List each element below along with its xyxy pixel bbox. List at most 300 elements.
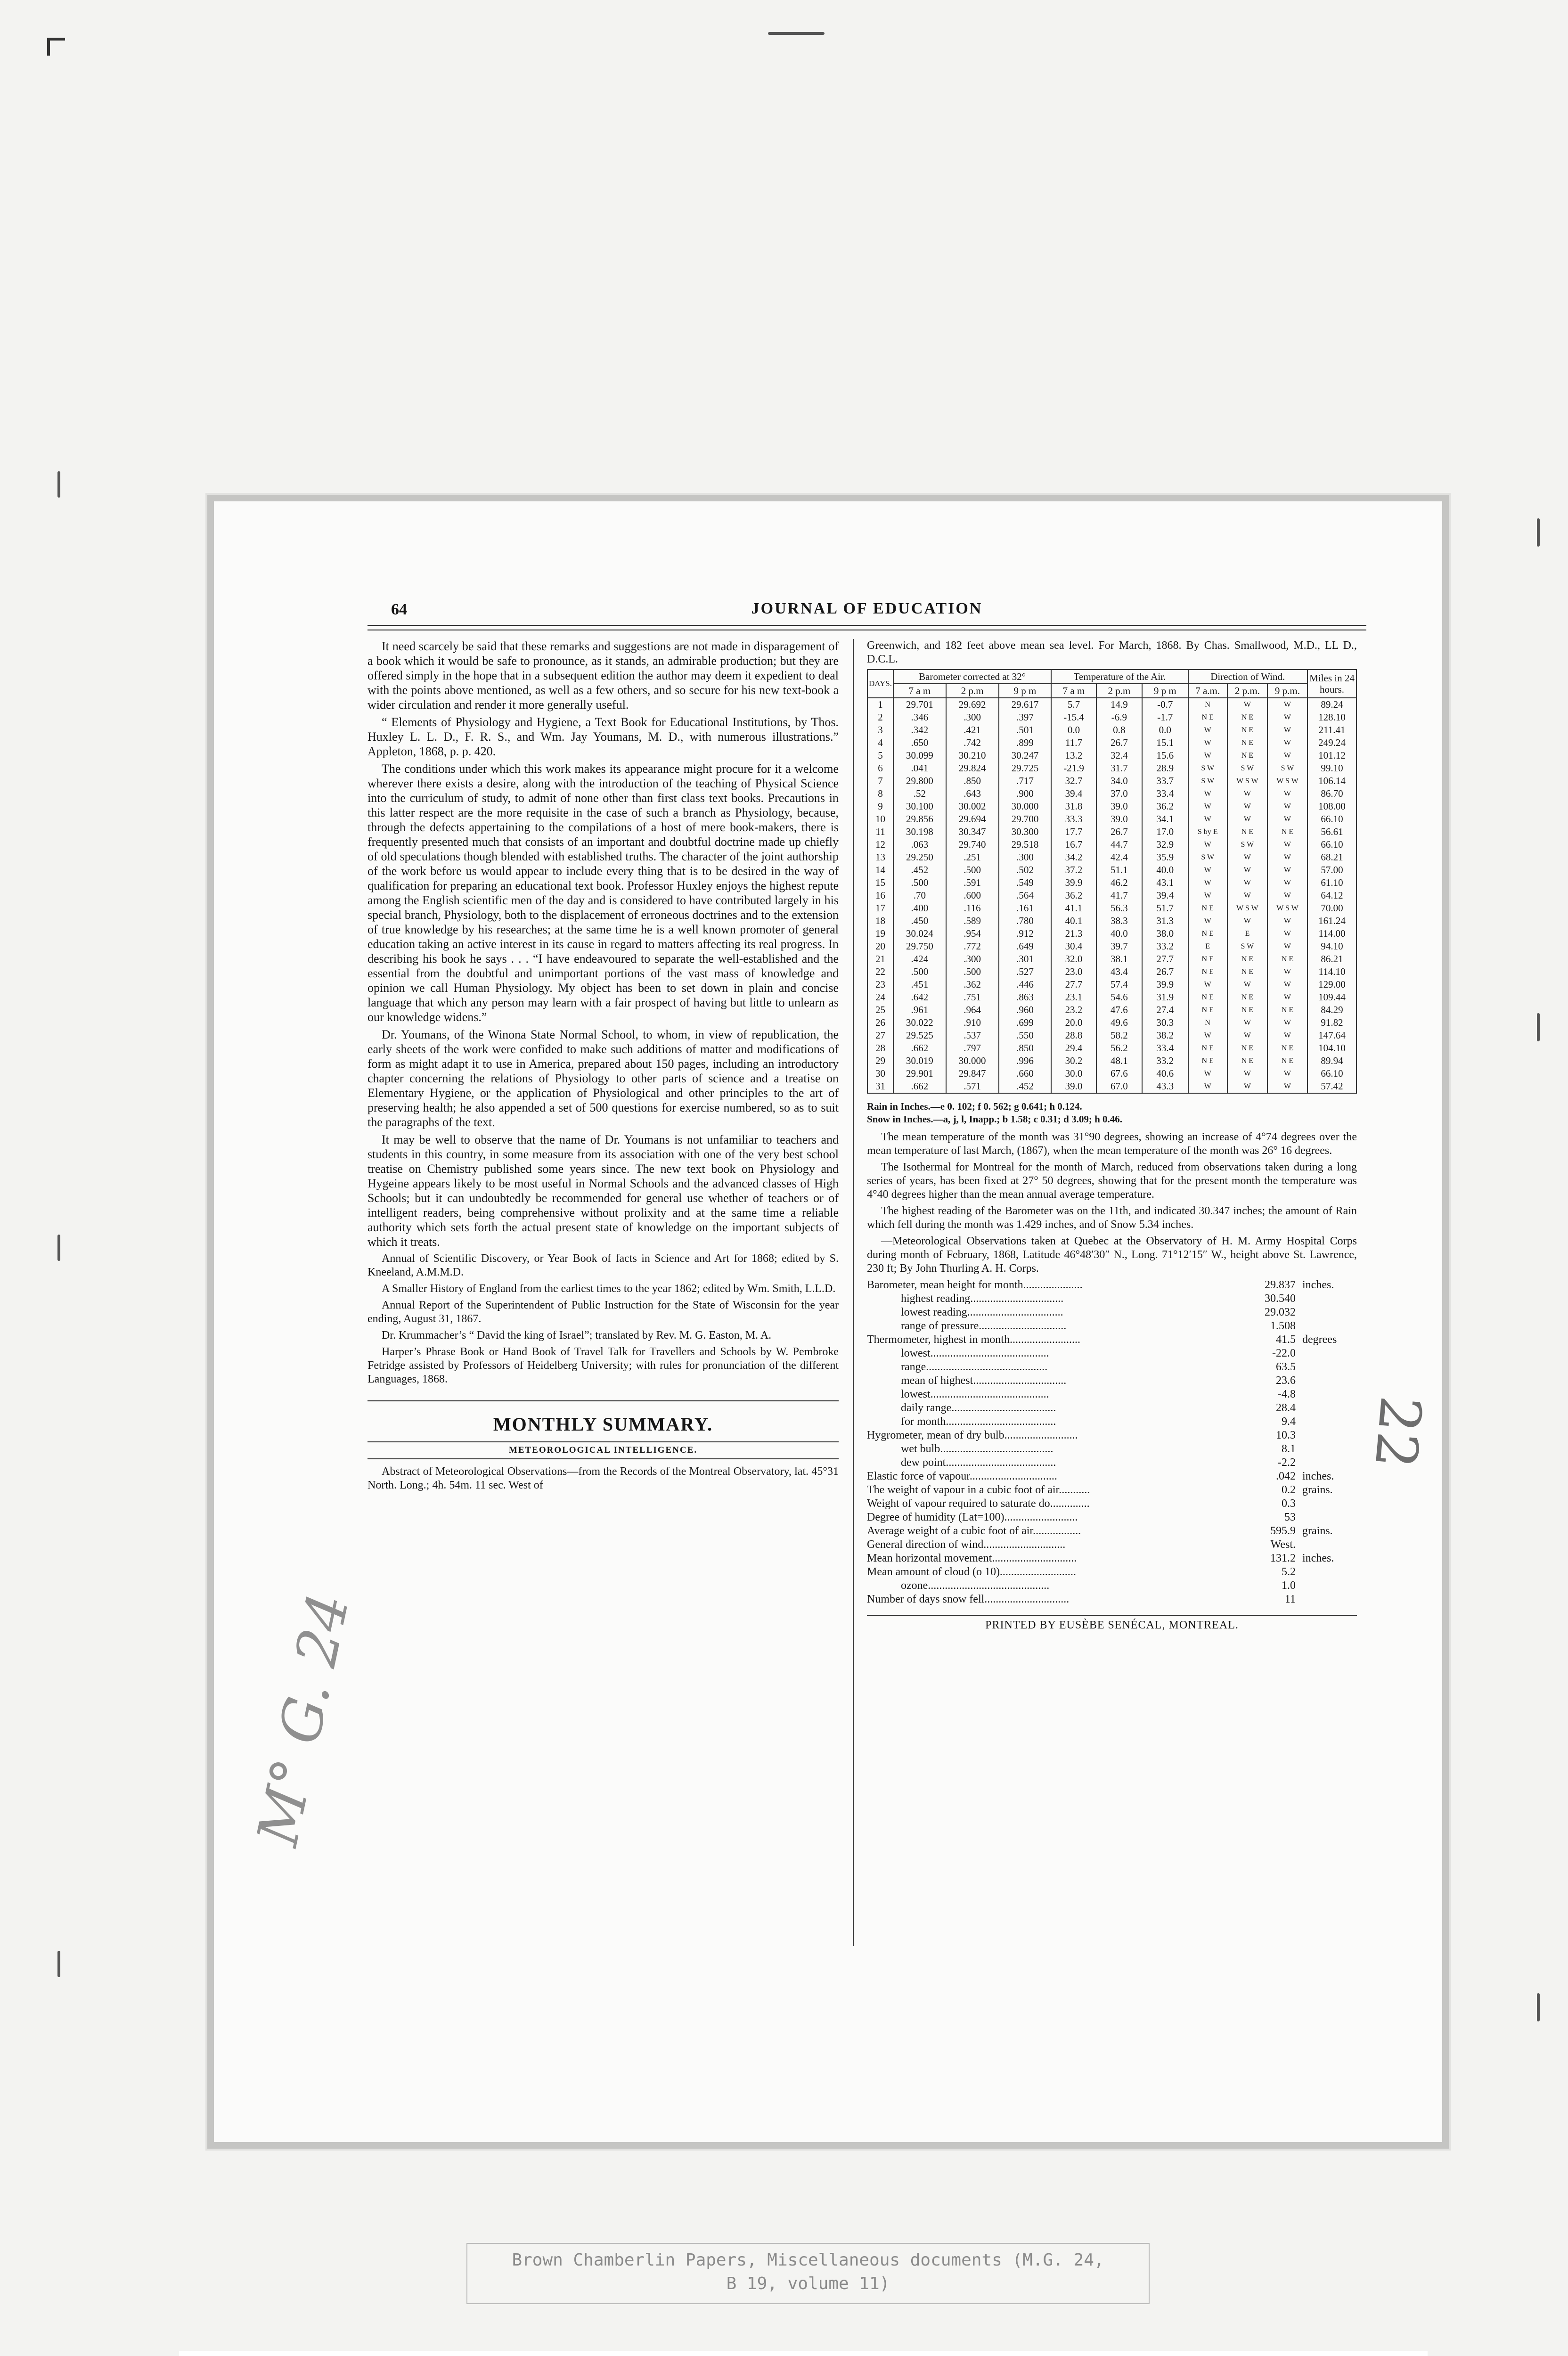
- table-cell: 29.701: [893, 698, 946, 711]
- body-paragraph: The conditions under which this work makes its appearance might procure for it a welcome wherever there exists a desire, along with the introduction of the teaching of Physical Science into the curriculum of study, to admit of none other than first class text books. Precautions in this latter respect are the more requisite in the case of such a branch as Physiology, because, through the defects appertaining to the compilations of a host of mere book-makers, there is frequently presented much that consists of an important and doubtful doctrine made up chiefly of old speculations though blended with established truths. The character of the joint authorship of the work before us would appear to include every thing that is to be desired in the way of qualification for preparing an educational text book. Professor Huxley enjoys the highest repute among the English scientific men of the day and is considered to have contributed largely in his special branch, Physiology, both to the displacement of erroneous doctrines and to the extension of true knowledge by his researches; at the same time he is a well known promoter of general education taking an active interest in its cause in regard to matters affecting its real progress. In describing his book he says . . . “I have endeavoured to separate the well-established and the essential from the doubtful and unimportant portions of the vast mass of knowledge and opinion we call Human Physiology. My object has been to set down in plain and concise language that which any person may learn with a fair prospect of having but little to unlearn as our knowledge widens.”: [368, 762, 839, 1024]
- table-cell: 23.2: [1051, 1004, 1096, 1016]
- table-cell: W: [1267, 787, 1307, 800]
- table-cell: N: [1188, 698, 1227, 711]
- body-paragraph: —Meteorological Observations taken at Quebec at the Observatory of H. M. Army Hospital Corps during month of February, 1868, Latitude 46°48′30″ N., Long. 71°12′15″ W., height above St. Lawrence, 230 ft; By John Thurling A. H. Corps.: [867, 1235, 1357, 1275]
- table-cell: 29.700: [999, 813, 1052, 826]
- body-paragraph: Dr. Youmans, of the Winona State Normal School, to whom, in view of republication, the early sheets of the work were confided to make such additions of matter and modifications of form as might adapt it to use in America, prepared about 150 pages, including an introductory chapter concerning the relations of Physiology to other parts of science and a treatise on Elementary Hygiene, or the application of Physiological and other principles to the art of preserving health; he also appended a set of 500 questions for exercise numbered, so as to suit the paragraphs of the text.: [368, 1028, 839, 1129]
- sub-temp-9pm: 9 p m: [1142, 684, 1188, 698]
- table-cell: 7: [867, 775, 893, 787]
- table-cell: 86.70: [1307, 787, 1356, 800]
- table-cell: 39.7: [1096, 940, 1142, 953]
- quebec-item-value: 9.4: [1282, 1415, 1296, 1428]
- table-cell: 27.7: [1051, 978, 1096, 991]
- table-row: [867, 1080, 1356, 1093]
- table-cell: W: [1267, 978, 1307, 991]
- table-cell: W: [1227, 876, 1267, 889]
- table-cell: 70.00: [1307, 902, 1356, 915]
- table-cell: .501: [999, 724, 1052, 736]
- table-cell: 40.6: [1142, 1067, 1188, 1080]
- table-cell: W: [1188, 1080, 1227, 1093]
- quebec-item-label: Average weight of a cubic foot of air.................: [867, 1525, 1081, 1537]
- table-cell: W: [1267, 800, 1307, 813]
- table-cell: W: [1188, 1029, 1227, 1042]
- table-cell: 17: [867, 902, 893, 915]
- table-cell: W: [1188, 800, 1227, 813]
- table-cell: 49.6: [1096, 1016, 1142, 1029]
- table-cell: 38.0: [1142, 927, 1188, 940]
- table-cell: 32.9: [1142, 838, 1188, 851]
- table-row: [867, 698, 1356, 711]
- table-row: [867, 749, 1356, 762]
- table-cell: 43.1: [1142, 876, 1188, 889]
- sub-wind-9pm: 9 p.m.: [1267, 684, 1307, 698]
- table-cell: .600: [946, 889, 999, 902]
- table-cell: W: [1267, 965, 1307, 978]
- quebec-item-unit: inches.: [1302, 1279, 1334, 1291]
- quebec-item-unit: [1296, 1429, 1357, 1442]
- body-paragraph: It need scarcely be said that these remarks and suggestions are not made in disparagement of a book which it would be safe to pronounce, as it stands, an admirable production; but they are offered simply in the hope that in a subsequent edition the author may deem it expedient to deal with the points above mentioned, as well as a few others, and so secure for his new text-book a wider circulation and render it more generally useful.: [368, 639, 839, 712]
- table-cell: 30.3: [1142, 1016, 1188, 1029]
- quebec-item-value: 0.2: [1282, 1484, 1296, 1496]
- table-cell: 30.002: [946, 800, 999, 813]
- table-cell: 11: [867, 826, 893, 838]
- table-cell: .300: [946, 953, 999, 965]
- table-cell: .537: [946, 1029, 999, 1042]
- table-cell: W: [1188, 889, 1227, 902]
- table-row: [867, 762, 1356, 775]
- table-cell: 91.82: [1307, 1016, 1356, 1029]
- crop-mark: [47, 38, 65, 56]
- table-cell: W: [1227, 864, 1267, 876]
- double-rule: [368, 625, 1366, 630]
- table-cell: W: [1188, 813, 1227, 826]
- table-cell: 43.3: [1142, 1080, 1188, 1093]
- quebec-item-label: Weight of vapour required to saturate do..............: [867, 1497, 1090, 1510]
- quebec-item-unit: [1296, 1401, 1357, 1415]
- quebec-observations-list: [867, 1278, 1357, 1606]
- table-cell: W: [1227, 1067, 1267, 1080]
- quebec-item-value: 1.508: [1270, 1320, 1296, 1332]
- quebec-item: [867, 1278, 1357, 1292]
- table-cell: 29.750: [893, 940, 946, 953]
- quebec-item-unit: [1296, 1538, 1357, 1552]
- quebec-item-unit: [1296, 1306, 1357, 1319]
- quebec-item-value: 8.1: [1282, 1443, 1296, 1455]
- scan-edge-mark: [57, 471, 60, 498]
- table-cell: .996: [999, 1055, 1052, 1067]
- body-paragraph: “ Elements of Physiology and Hygiene, a Text Book for Educational Institutions, by Thos. Huxley L. L. D., F. R. S., and Wm. Jay Youmans, M. D., with numerous illustrations.” Appleton, 1868, p. p. 420.: [368, 715, 839, 758]
- table-cell: 36.2: [1051, 889, 1096, 902]
- table-row: [867, 965, 1356, 978]
- table-cell: 33.4: [1142, 787, 1188, 800]
- quebec-item-unit: [1296, 1388, 1357, 1401]
- col-barometer: Barometer corrected at 32°: [893, 670, 1051, 684]
- quebec-item-value: 29.032: [1265, 1306, 1296, 1318]
- quebec-item-unit: [1296, 1497, 1357, 1511]
- table-cell: W: [1267, 876, 1307, 889]
- table-cell: 30: [867, 1067, 893, 1080]
- table-cell: 27.7: [1142, 953, 1188, 965]
- table-cell: N E: [1227, 1042, 1267, 1055]
- table-cell: .421: [946, 724, 999, 736]
- table-cell: S W: [1227, 838, 1267, 851]
- quebec-item-label: range of pressure...............................: [867, 1320, 1067, 1332]
- table-cell: W: [1267, 711, 1307, 724]
- right-column-paragraphs: [867, 1130, 1357, 1276]
- quebec-item: [867, 1483, 1357, 1497]
- table-cell: 51.1: [1096, 864, 1142, 876]
- table-cell: 34.0: [1096, 775, 1142, 787]
- table-cell: .400: [893, 902, 946, 915]
- table-cell: .063: [893, 838, 946, 851]
- table-cell: 39.0: [1051, 1080, 1096, 1093]
- quebec-item-value: -4.8: [1278, 1388, 1296, 1400]
- table-cell: 46.2: [1096, 876, 1142, 889]
- table-cell: 37.0: [1096, 787, 1142, 800]
- table-row: [867, 864, 1356, 876]
- table-cell: 129.00: [1307, 978, 1356, 991]
- table-cell: .450: [893, 915, 946, 927]
- table-row: [867, 851, 1356, 864]
- quebec-item-unit: [1296, 1319, 1357, 1333]
- table-cell: 29.800: [893, 775, 946, 787]
- table-cell: 64.12: [1307, 889, 1356, 902]
- quebec-item-unit: [1296, 1374, 1357, 1388]
- table-cell: W: [1227, 889, 1267, 902]
- table-cell: N E: [1227, 826, 1267, 838]
- table-cell: 29.824: [946, 762, 999, 775]
- quebec-item-value: 53: [1284, 1511, 1296, 1523]
- table-row: [867, 927, 1356, 940]
- table-cell: .452: [893, 864, 946, 876]
- table-cell: 33.3: [1051, 813, 1096, 826]
- table-cell: 99.10: [1307, 762, 1356, 775]
- table-cell: N: [1188, 1016, 1227, 1029]
- table-cell: 22: [867, 965, 893, 978]
- body-paragraph: Harper’s Phrase Book or Hand Book of Travel Talk for Travellers and Schools by W. Pembroke Fetridge assisted by Professors of Heidelberg University; with rules for pronunciation of the different Languages, 1868.: [368, 1346, 839, 1385]
- table-cell: S W: [1227, 762, 1267, 775]
- quebec-item-label: General direction of wind.............................: [867, 1538, 1066, 1551]
- table-cell: 27: [867, 1029, 893, 1042]
- quebec-item-label: mean of highest.................................: [867, 1374, 1067, 1387]
- quebec-item-label: daily range.....................................: [867, 1402, 1056, 1414]
- table-cell: 89.94: [1307, 1055, 1356, 1067]
- table-cell: 128.10: [1307, 711, 1356, 724]
- table-cell: W: [1267, 698, 1307, 711]
- table-cell: 57.4: [1096, 978, 1142, 991]
- table-cell: .70: [893, 889, 946, 902]
- table-cell: S W: [1188, 762, 1227, 775]
- table-cell: N E: [1188, 1055, 1227, 1067]
- table-cell: N E: [1227, 965, 1267, 978]
- body-paragraph: It may be well to observe that the name of Dr. Youmans is not unfamiliar to teachers and students in this country, in some measure from its association with one of the very best school treatise on Chemistry published some years since. The new text book on Physiology and Hygeine appears likely to be most useful in Normal Schools and the advanced classes of High Schools; but it can undoubtedly be recommended for general use whether of teachers or of intelligent readers, being comprehensive without prolixity and at the same time a reliable authority which sets forth the actual present state of knowledge on the important subjects of which it treats.: [368, 1133, 839, 1249]
- quebec-item-label: Number of days snow fell..............................: [867, 1593, 1070, 1605]
- quebec-item-label: The weight of vapour in a cubic foot of air...........: [867, 1484, 1090, 1496]
- table-row: [867, 876, 1356, 889]
- quebec-item-label: dew point.......................................: [867, 1456, 1056, 1469]
- quebec-item: [867, 1319, 1357, 1333]
- table-cell: 20: [867, 940, 893, 953]
- table-cell: .500: [893, 965, 946, 978]
- quebec-item-unit: inches.: [1302, 1470, 1334, 1482]
- observation-intro: Greenwich, and 182 feet above mean sea level. For March, 1868. By Chas. Smallwood, M.D., LL D., D.C.L.: [867, 639, 1357, 665]
- table-cell: N E: [1188, 711, 1227, 724]
- quebec-item-unit: grains.: [1302, 1525, 1333, 1537]
- table-cell: 30.198: [893, 826, 946, 838]
- table-cell: .780: [999, 915, 1052, 927]
- table-cell: N E: [1188, 1042, 1227, 1055]
- running-title: JOURNAL OF EDUCATION: [751, 600, 983, 617]
- table-row: [867, 775, 1356, 787]
- table-cell: 39.4: [1142, 889, 1188, 902]
- table-cell: .650: [893, 736, 946, 749]
- table-cell: W: [1188, 724, 1227, 736]
- table-cell: .772: [946, 940, 999, 953]
- table-cell: 66.10: [1307, 838, 1356, 851]
- table-cell: .564: [999, 889, 1052, 902]
- table-cell: 30.022: [893, 1016, 946, 1029]
- table-cell: 33.4: [1142, 1042, 1188, 1055]
- table-cell: W: [1188, 736, 1227, 749]
- table-cell: .960: [999, 1004, 1052, 1016]
- table-cell: .643: [946, 787, 999, 800]
- table-row: [867, 813, 1356, 826]
- table-cell: 56.3: [1096, 902, 1142, 915]
- col-temperature: Temperature of the Air.: [1051, 670, 1188, 684]
- table-cell: 32.7: [1051, 775, 1096, 787]
- table-cell: 39.9: [1142, 978, 1188, 991]
- table-cell: 30.210: [946, 749, 999, 762]
- table-cell: 4: [867, 736, 893, 749]
- quebec-item-unit: [1296, 1565, 1357, 1579]
- table-cell: N E: [1188, 953, 1227, 965]
- table-cell: 20.0: [1051, 1016, 1096, 1029]
- table-cell: 28.8: [1051, 1029, 1096, 1042]
- table-cell: W: [1188, 978, 1227, 991]
- sub-baro-7am: 7 a m: [893, 684, 946, 698]
- table-cell: W: [1267, 851, 1307, 864]
- table-cell: W: [1227, 813, 1267, 826]
- table-cell: 67.0: [1096, 1080, 1142, 1093]
- quebec-item-value: 5.2: [1282, 1566, 1296, 1578]
- table-cell: 31.7: [1096, 762, 1142, 775]
- table-cell: 18: [867, 915, 893, 927]
- quebec-item: [867, 1292, 1357, 1306]
- table-cell: .251: [946, 851, 999, 864]
- scan-edge-mark: [1537, 518, 1540, 547]
- table-cell: W: [1227, 851, 1267, 864]
- collection-label-line-1: Brown Chamberlin Papers, Miscellaneous documents (M.G. 24,: [512, 2250, 1104, 2270]
- table-cell: 15.6: [1142, 749, 1188, 762]
- table-row: [867, 800, 1356, 813]
- table-cell: 68.21: [1307, 851, 1356, 864]
- column-rule: [853, 639, 854, 1946]
- table-cell: .446: [999, 978, 1052, 991]
- table-cell: 51.7: [1142, 902, 1188, 915]
- table-row: [867, 1042, 1356, 1055]
- table-row: [867, 915, 1356, 927]
- quebec-item-unit: [1296, 1511, 1357, 1524]
- table-cell: .500: [946, 864, 999, 876]
- table-cell: 19: [867, 927, 893, 940]
- table-cell: 13: [867, 851, 893, 864]
- table-cell: W: [1188, 915, 1227, 927]
- table-cell: .850: [999, 1042, 1052, 1055]
- scan-edge-mark: [1537, 1013, 1540, 1041]
- table-cell: .452: [999, 1080, 1052, 1093]
- table-cell: W: [1267, 838, 1307, 851]
- table-cell: 35.9: [1142, 851, 1188, 864]
- collection-label-line-2: B 19, volume 11): [726, 2274, 890, 2293]
- col-miles: Miles in 24 hours.: [1307, 670, 1356, 698]
- table-cell: 89.24: [1307, 698, 1356, 711]
- table-cell: -0.7: [1142, 698, 1188, 711]
- table-cell: -1.7: [1142, 711, 1188, 724]
- quebec-item-value: 0.3: [1282, 1497, 1296, 1510]
- table-cell: 21.3: [1051, 927, 1096, 940]
- quebec-item-label: Hygrometer, mean of dry bulb..........................: [867, 1429, 1078, 1441]
- table-cell: 0.8: [1096, 724, 1142, 736]
- table-cell: W: [1267, 991, 1307, 1004]
- table-cell: 27.4: [1142, 1004, 1188, 1016]
- quebec-item-label: lowest..........................................: [867, 1388, 1049, 1400]
- quebec-item-value: 595.9: [1270, 1525, 1296, 1537]
- table-cell: .589: [946, 915, 999, 927]
- table-cell: 39.0: [1096, 800, 1142, 813]
- archives-stamp: [179, 2351, 1428, 2356]
- table-cell: .899: [999, 736, 1052, 749]
- table-cell: 14: [867, 864, 893, 876]
- table-cell: .910: [946, 1016, 999, 1029]
- table-cell: 32.4: [1096, 749, 1142, 762]
- table-cell: W: [1227, 1080, 1267, 1093]
- scan-edge-mark: [1537, 1993, 1540, 2021]
- quebec-item: [867, 1524, 1357, 1538]
- table-cell: 114.10: [1307, 965, 1356, 978]
- table-cell: -15.4: [1051, 711, 1096, 724]
- table-cell: 29: [867, 1055, 893, 1067]
- left-column: [368, 639, 839, 1495]
- table-cell: 16.7: [1051, 838, 1096, 851]
- quebec-item: [867, 1442, 1357, 1456]
- table-cell: 16: [867, 889, 893, 902]
- table-cell: N E: [1227, 953, 1267, 965]
- pencil-annotation-right: 22: [1362, 1393, 1434, 1471]
- table-cell: 29.617: [999, 698, 1052, 711]
- table-cell: .850: [946, 775, 999, 787]
- table-cell: 21: [867, 953, 893, 965]
- table-cell: N E: [1188, 927, 1227, 940]
- quebec-item-unit: [1296, 1347, 1357, 1360]
- sub-wind-7am: 7 a.m.: [1188, 684, 1227, 698]
- table-cell: 33.2: [1142, 940, 1188, 953]
- quebec-item-label: Mean horizontal movement..............................: [867, 1552, 1077, 1564]
- table-cell: S W: [1188, 775, 1227, 787]
- quebec-item: [867, 1538, 1357, 1552]
- table-row: [867, 1055, 1356, 1067]
- col-days: DAYS.: [867, 670, 893, 698]
- journal-page: [368, 594, 1366, 1974]
- table-cell: 15: [867, 876, 893, 889]
- table-cell: 38.3: [1096, 915, 1142, 927]
- sub-baro-2pm: 2 p.m: [946, 684, 999, 698]
- table-cell: 30.347: [946, 826, 999, 838]
- table-cell: 25: [867, 1004, 893, 1016]
- quebec-item-label: ozone...........................................: [867, 1579, 1050, 1592]
- table-cell: 44.7: [1096, 838, 1142, 851]
- table-cell: S by E: [1188, 826, 1227, 838]
- table-cell: N E: [1227, 736, 1267, 749]
- table-cell: 2: [867, 711, 893, 724]
- quebec-item-value: 131.2: [1270, 1552, 1296, 1564]
- table-cell: .797: [946, 1042, 999, 1055]
- quebec-item-label: Barometer, mean height for month.....................: [867, 1279, 1083, 1291]
- quebec-item: [867, 1565, 1357, 1579]
- table-cell: .660: [999, 1067, 1052, 1080]
- table-row: [867, 1016, 1356, 1029]
- table-cell: .300: [999, 851, 1052, 864]
- table-cell: W: [1267, 813, 1307, 826]
- meteorological-heading: METEOROLOGICAL INTELLIGENCE.: [368, 1441, 839, 1459]
- table-cell: 29.692: [946, 698, 999, 711]
- table-cell: W: [1267, 940, 1307, 953]
- table-cell: .863: [999, 991, 1052, 1004]
- table-cell: 29.694: [946, 813, 999, 826]
- table-cell: 31.3: [1142, 915, 1188, 927]
- table-cell: .301: [999, 953, 1052, 965]
- table-cell: 211.41: [1307, 724, 1356, 736]
- table-cell: 0.0: [1142, 724, 1188, 736]
- table-cell: .161: [999, 902, 1052, 915]
- sub-wind-2pm: 2 p.m.: [1227, 684, 1267, 698]
- table-cell: .571: [946, 1080, 999, 1093]
- table-cell: 67.6: [1096, 1067, 1142, 1080]
- table-cell: .52: [893, 787, 946, 800]
- table-cell: 23.1: [1051, 991, 1096, 1004]
- table-row: [867, 724, 1356, 736]
- table-cell: W: [1267, 1016, 1307, 1029]
- quebec-item-label: for month.......................................: [867, 1415, 1056, 1428]
- table-cell: .961: [893, 1004, 946, 1016]
- table-row: [867, 940, 1356, 953]
- table-cell: N E: [1267, 1055, 1307, 1067]
- meteorological-abstract: Abstract of Meteorological Observations—from the Records of the Montreal Observatory, lat. 45°31 North. Long.; 4h. 54m. 11 sec. West of: [368, 1465, 839, 1492]
- table-cell: 17.7: [1051, 826, 1096, 838]
- table-cell: W: [1227, 915, 1267, 927]
- quebec-item-value: 63.5: [1276, 1361, 1296, 1373]
- quebec-item-label: Thermometer, highest in month.........................: [867, 1333, 1080, 1346]
- table-cell: 29.847: [946, 1067, 999, 1080]
- table-cell: 29.4: [1051, 1042, 1096, 1055]
- table-cell: 34.1: [1142, 813, 1188, 826]
- table-cell: W: [1188, 864, 1227, 876]
- table-cell: 41.1: [1051, 902, 1096, 915]
- table-cell: 29.518: [999, 838, 1052, 851]
- table-cell: 23.0: [1051, 965, 1096, 978]
- table-cell: W S W: [1227, 902, 1267, 915]
- table-cell: S W: [1188, 851, 1227, 864]
- table-cell: 26.7: [1142, 965, 1188, 978]
- quebec-item-value: 28.4: [1276, 1402, 1296, 1414]
- table-cell: .912: [999, 927, 1052, 940]
- table-cell: N E: [1188, 991, 1227, 1004]
- printer-imprint: PRINTED BY EUSÈBE SENÉCAL, MONTREAL.: [867, 1615, 1357, 1632]
- table-cell: 30.2: [1051, 1055, 1096, 1067]
- page-number: 64: [391, 601, 407, 618]
- table-cell: .342: [893, 724, 946, 736]
- scan-edge-mark: [57, 1951, 60, 1977]
- table-row: [867, 736, 1356, 749]
